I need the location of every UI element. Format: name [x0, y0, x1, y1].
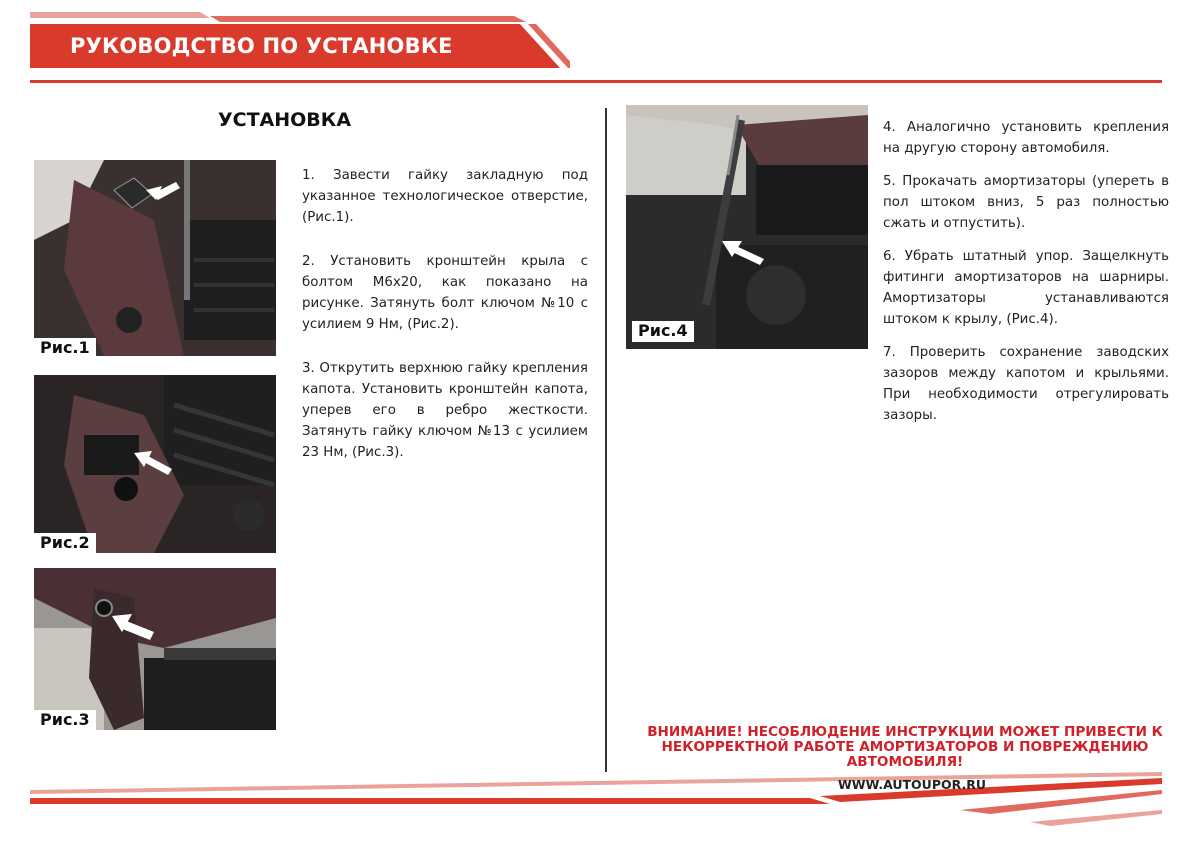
photo-fig-4: [626, 105, 868, 349]
figure-label-4: Рис.4: [632, 321, 694, 342]
steps-right: [883, 117, 1169, 438]
warning-line-1: ВНИМАНИЕ! НЕСОБЛЮДЕНИЕ ИНСТРУКЦИИ МОЖЕТ ПРИВЕСТИ К: [647, 724, 1163, 740]
step-3: 3. Открутить верхнюю гайку крепления капота. Установить кронштейн капота, уперев его в ребро жесткости. Затянуть гайку ключом №13 с усилием 23 Нм, (Рис.3).: [302, 361, 588, 460]
header-title: РУКОВОДСТВО ПО УСТАНОВКЕ: [70, 34, 453, 58]
step-5: 5. Прокачать амортизаторы (упереть в пол штоком вниз, 5 раз полностью сжать и отпустить).: [883, 174, 1169, 231]
header-rule: [30, 80, 1162, 83]
step-1: 1. Завести гайку закладную под указанное технологическое отверстие, (Рис.1).: [302, 168, 588, 225]
photo-fig-3: [34, 568, 276, 730]
step-7: 7. Проверить сохранение заводских зазоров между капотом и крыльями. При необходимости отрегулировать зазоры.: [883, 345, 1169, 423]
figure-label-2: Рис.2: [34, 533, 96, 553]
website-link[interactable]: WWW.AUTOUPOR.RU: [838, 777, 987, 792]
steps-left: [302, 165, 588, 475]
figure-label-1: Рис.1: [34, 338, 96, 356]
step-4: 4. Аналогично установить крепления на другую сторону автомобиля.: [883, 120, 1169, 156]
figure-label-3: Рис.3: [34, 710, 96, 730]
warning-line-2: НЕКОРРЕКТНОЙ РАБОТЕ АМОРТИЗАТОРОВ И ПОВРЕЖДЕНИЮ: [661, 739, 1149, 755]
step-2: 2. Установить кронштейн крыла с болтом М6х20, как показано на рисунке. Затянуть болт ключом №10 с усилием 9 Нм, (Рис.2).: [302, 254, 588, 332]
warning-line-3: АВТОМОБИЛЯ!: [846, 754, 964, 770]
footer-banner: [30, 770, 1162, 830]
step-6: 6. Убрать штатный упор. Защелкнуть фитинги амортизаторов на шарниры. Амортизаторы устанавливаются штоком к крылу, (Рис.4).: [883, 249, 1169, 327]
photo-fig-2: [34, 375, 276, 553]
photo-fig-1: [34, 160, 276, 356]
column-divider: [605, 108, 607, 772]
warning-notice: [640, 725, 1170, 770]
section-title: УСТАНОВКА: [218, 109, 352, 131]
